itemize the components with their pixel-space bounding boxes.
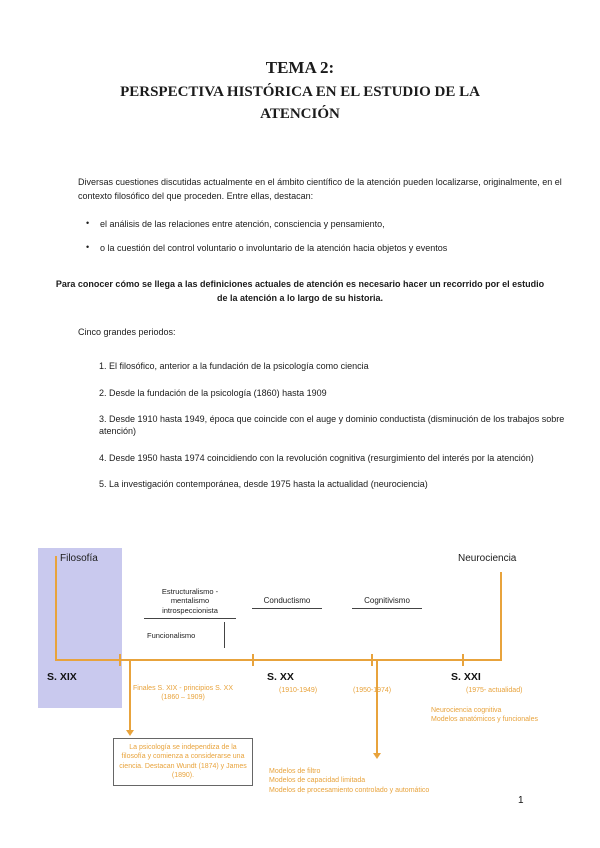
axis-label-s-xx: S. XX — [267, 671, 294, 683]
bullet-item: • o la cuestión del control voluntario o involuntario de la atención hacia objetos y eventos — [86, 243, 566, 255]
timeline-tick — [462, 654, 464, 666]
model-item: Modelos de capacidad limitada — [269, 777, 366, 785]
timeline-right-label: Neurociencia — [458, 553, 517, 564]
school-cognitivismo: Cognitivismo — [352, 596, 422, 609]
emphasis-paragraph: Para conocer cómo se llega a las definiciones actuales de atención es necesario hacer un recorrido por el estudio de la atención a lo largo de su historia. — [55, 279, 545, 304]
school-conductismo: Conductismo — [252, 596, 322, 609]
timeline-right-vertical-line — [500, 572, 502, 660]
school-divider-line — [224, 622, 225, 648]
timeline-left-vertical-line — [55, 556, 57, 660]
period-item: 3. Desde 1910 hasta 1949, época que coincide con el auge y dominio conductista (disminución de los trabajos sobre atención) — [99, 414, 565, 437]
bullet-list — [86, 219, 566, 266]
period-note-s19-line2: (1860 – 1909) — [161, 694, 205, 702]
neuroscience-note-line: Modelos anatómicos y funcionales — [431, 716, 539, 724]
period-note-1950-1974: (1950-1974) — [353, 687, 392, 694]
bullet-item: • el análisis de las relaciones entre atención, consciencia y pensamiento, — [86, 219, 566, 231]
timeline-tick — [371, 654, 373, 666]
periods-list — [99, 361, 569, 506]
page-number: 1 — [518, 795, 524, 806]
period-note-1910-1949: (1910-1949) — [279, 687, 318, 694]
school-estructuralismo: Estructuralismo - mentalismo introspeccionista — [144, 587, 236, 619]
periods-heading: Cinco grandes periodos: — [78, 327, 176, 337]
neuroscience-note-line: Neurociencia cognitiva — [431, 707, 502, 714]
axis-label-s-xxi: S. XXI — [451, 671, 481, 683]
period-item: 4. Desde 1950 hasta 1974 coincidiendo con la revolución cognitiva (resurgimiento del interés por la atención) — [99, 452, 534, 463]
page-title-line1: TEMA 2: — [265, 58, 335, 77]
model-item: Modelos de procesamiento controlado y automático — [269, 786, 430, 794]
axis-label-s-xix: S. XIX — [47, 671, 77, 683]
timeline-tick — [119, 654, 121, 666]
intro-paragraph: Diversas cuestiones discutidas actualmente en el ámbito científico de la atención pueden localizarse, originalmente, en el contexto filosófico del que proceden. Entre ellas, destacan: — [78, 177, 562, 201]
timeline-tick — [252, 654, 254, 666]
period-note-s19 — [122, 684, 244, 703]
timeline-axis-line — [55, 659, 502, 661]
down-arrow-icon — [373, 753, 381, 759]
page-title-line2: PERSPECTIVA HISTÓRICA EN EL ESTUDIO DE LA ATENCIÓN — [120, 84, 480, 122]
period-item: 2. Desde la fundación de la psicología (1860) hasta 1909 — [99, 387, 327, 398]
model-item: Modelos de filtro — [269, 768, 321, 775]
period-item: 5. La investigación contemporánea, desde 1975 hasta la actualidad (neurociencia) — [99, 479, 428, 490]
down-arrow-icon — [126, 730, 134, 736]
philosophy-highlight-box — [38, 548, 122, 708]
period-note-s19-line1: Finales S. XIX - principios S. XX — [133, 685, 233, 692]
down-arrow-line — [376, 660, 378, 753]
timeline-left-label: Filosofía — [60, 553, 98, 564]
neuroscience-notes — [431, 706, 538, 725]
school-funcionalismo: Funcionalismo — [147, 631, 196, 640]
attention-models-list — [269, 767, 429, 795]
period-note-1975-actualidad: (1975- actualidad) — [466, 687, 523, 694]
psychology-independence-note: La psicología se independiza de la filosofía y comienza a considerarse una ciencia. Destacan Wundt (1874) y James (1890). — [113, 738, 253, 786]
period-item: 1. El filosófico, anterior a la fundación de la psicología como ciencia — [99, 361, 369, 371]
